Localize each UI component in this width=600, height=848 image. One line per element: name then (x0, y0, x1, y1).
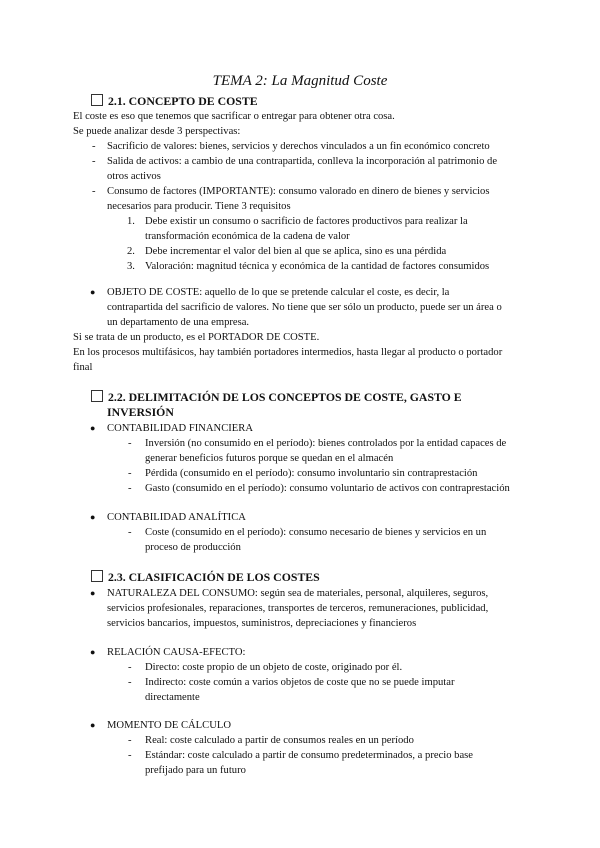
dash-bullet: - (128, 677, 132, 688)
dash-bullet: - (128, 468, 132, 479)
dash-bullet: - (92, 186, 96, 197)
list-item-continued: necesarios para producir. Tiene 3 requisitos (107, 201, 291, 212)
dash-bullet: - (128, 527, 132, 538)
bullet-icon: ● (90, 512, 96, 522)
dash-bullet: - (128, 662, 132, 673)
bullet-icon: ● (90, 647, 96, 657)
sub-item: Coste (consumido en el período): consumo necesario de bienes y servicios en un (145, 527, 487, 538)
list-item: CONTABILIDAD FINANCIERA (107, 423, 253, 434)
list-item-continued: contrapartida del sacrificio de valores. No tiene que ser sólo un producto, puede ser un área o (107, 302, 502, 313)
dash-bullet: - (128, 438, 132, 449)
dash-bullet: - (92, 141, 96, 152)
sub-item-continued: proceso de producción (145, 542, 241, 553)
list-item: RELACIÓN CAUSA-EFECTO: (107, 647, 246, 658)
paragraph: En los procesos multifásicos, hay también portadores intermedios, hasta llegar al producto o portador (73, 347, 503, 358)
paragraph: Si se trata de un producto, es el PORTADOR DE COSTE. (73, 332, 320, 343)
checkbox-icon[interactable] (91, 570, 103, 582)
bullet-icon: ● (90, 588, 96, 598)
dash-bullet: - (128, 735, 132, 746)
list-item-continued: servicios bancarios, impuestos, suministros, depreciaciones y financieros (107, 618, 417, 629)
numbered-item: Valoración: magnitud técnica y económica de la cantidad de factores consumidos (145, 261, 490, 272)
dash-bullet: - (92, 156, 96, 167)
list-item: OBJETO DE COSTE: aquello de lo que se pretende calcular el coste, es decir, la (107, 287, 450, 298)
section-heading-2-3: 2.3. CLASIFICACIÓN DE LOS COSTES (91, 570, 320, 585)
checkbox-icon[interactable] (91, 94, 103, 106)
list-item-continued: un departamento de una empresa. (107, 317, 250, 328)
sub-item: Inversión (no consumido en el período): bienes controlados por la entidad capaces de (145, 438, 507, 449)
sub-item: Pérdida (consumido en el período): consumo involuntario sin contraprestación (145, 468, 478, 479)
dash-bullet: - (128, 483, 132, 494)
list-item: Salida de activos: a cambio de una contrapartida, conlleva la incorporación al patrimonio de (107, 156, 498, 167)
list-number: 3. (127, 261, 135, 272)
list-item-continued: otros activos (107, 171, 161, 182)
sub-item-continued: generar beneficios futuros porque se quedan en el almacén (145, 453, 394, 464)
checkbox-icon[interactable] (91, 390, 103, 402)
sub-item-continued: directamente (145, 692, 200, 703)
bullet-icon: ● (90, 423, 96, 433)
page-title: TEMA 2: La Magnitud Coste (212, 73, 388, 89)
bullet-icon: ● (90, 720, 96, 730)
list-item: Sacrificio de valores: bienes, servicios y derechos vinculados a un fin económico concreto (107, 141, 490, 152)
list-number: 2. (127, 246, 135, 257)
sub-item: Real: coste calculado a partir de consumos reales en un período (145, 735, 414, 746)
numbered-item-continued: transformación económica de la cadena de valor (145, 231, 350, 242)
paragraph-continued: final (73, 362, 93, 373)
bullet-icon: ● (90, 287, 96, 297)
sub-item: Indirecto: coste común a varios objetos de coste que no se puede imputar (145, 677, 455, 688)
list-item: Consumo de factores (IMPORTANTE): consumo valorado en dinero de bienes y servicios (107, 186, 490, 197)
paragraph: Se puede analizar desde 3 perspectivas: (73, 126, 241, 137)
numbered-item: Debe existir un consumo o sacrificio de factores productivos para realizar la (145, 216, 468, 227)
list-item: CONTABILIDAD ANALÍTICA (107, 512, 246, 523)
list-item: MOMENTO DE CÁLCULO (107, 720, 231, 731)
sub-item-continued: prefijado para un futuro (145, 765, 246, 776)
dash-bullet: - (128, 750, 132, 761)
list-item: NATURALEZA DEL CONSUMO: según sea de materiales, personal, alquileres, seguros, (107, 588, 489, 599)
section-heading-2-2-continued: INVERSIÓN (107, 405, 174, 419)
section-heading-2-1: 2.1. CONCEPTO DE COSTE (91, 94, 258, 109)
list-number: 1. (127, 216, 135, 227)
sub-item: Gasto (consumido en el período): consumo voluntario de activos con contraprestación (145, 483, 510, 494)
sub-item: Directo: coste propio de un objeto de coste, originado por él. (145, 662, 403, 673)
section-heading-2-2: 2.2. DELIMITACIÓN DE LOS CONCEPTOS DE COSTE, GASTO E (91, 390, 462, 405)
list-item-continued: servicios profesionales, reparaciones, transportes de terceros, remuneraciones, publicidad, (107, 603, 489, 614)
paragraph: El coste es eso que tenemos que sacrificar o entregar para obtener otra cosa. (73, 111, 395, 122)
sub-item: Estándar: coste calculado a partir de consumo predeterminados, a precio base (145, 750, 473, 761)
numbered-item: Debe incrementar el valor del bien al que se aplica, sino es una pérdida (145, 246, 447, 257)
